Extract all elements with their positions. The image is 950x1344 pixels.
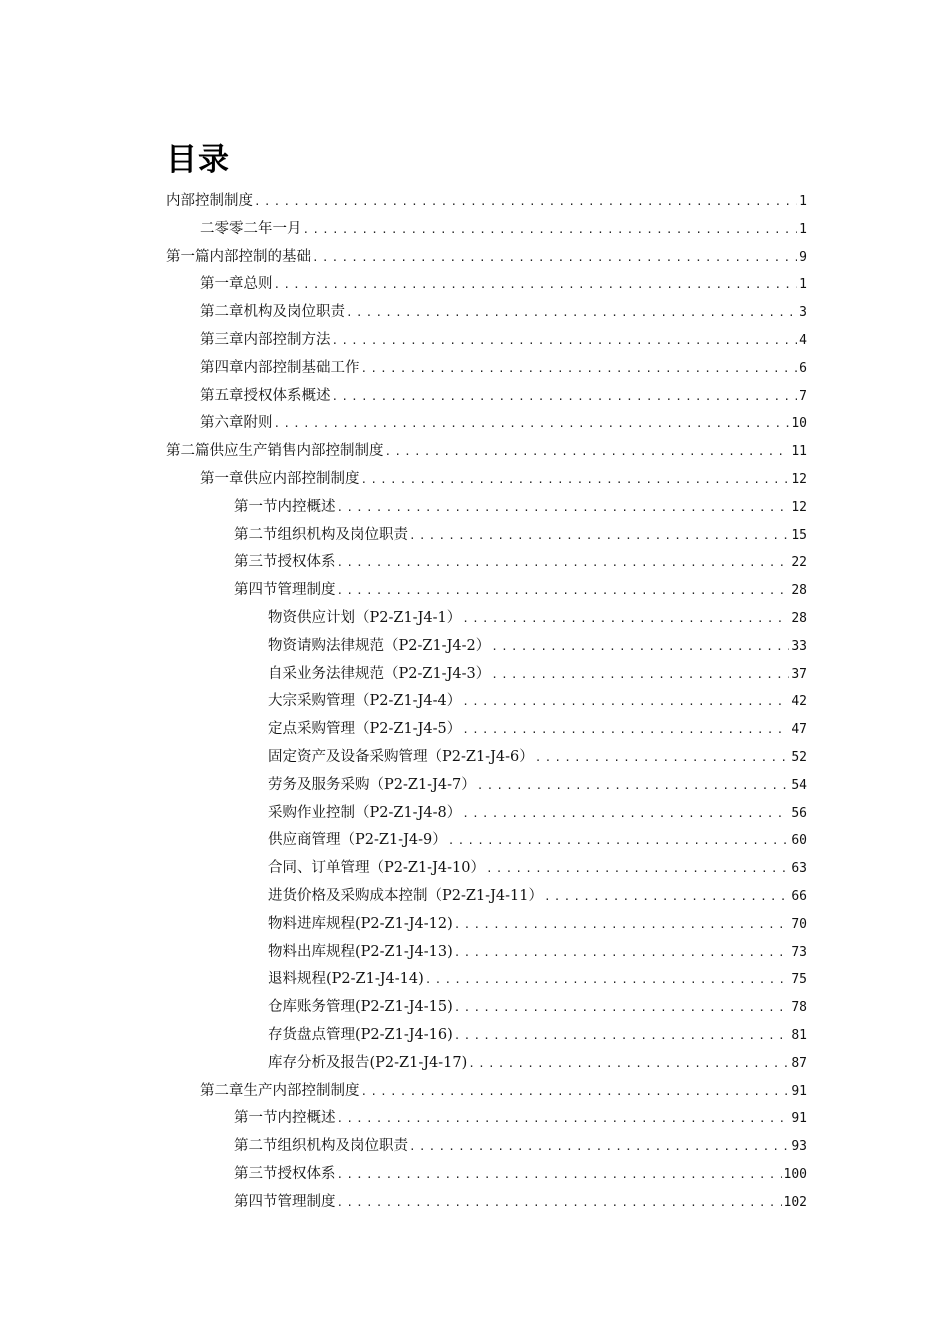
toc-page-number: 91 <box>791 1111 807 1127</box>
toc-entry[interactable] <box>166 271 807 299</box>
toc-dot-leader <box>454 994 790 1022</box>
toc-dot-leader <box>361 355 798 383</box>
toc-entry[interactable] <box>166 577 807 605</box>
toc-page-number: 63 <box>791 861 807 877</box>
toc-dot-leader <box>385 438 790 466</box>
toc-dot-leader <box>486 855 789 883</box>
toc-entry-title: 采购作业控制（P2-Z1-J4-8） <box>268 804 462 821</box>
toc-entry-title: 物料进库规程(P2-Z1-J4-12) <box>268 915 453 932</box>
toc-entry[interactable] <box>166 1050 807 1078</box>
toc-page-number: 28 <box>791 610 807 626</box>
toc-entry[interactable] <box>166 772 807 800</box>
toc-entry-title: 第一篇内部控制的基础 <box>166 248 311 265</box>
toc-entry[interactable] <box>166 299 807 327</box>
toc-entry-title: 合同、订单管理（P2-Z1-J4-10） <box>268 860 485 877</box>
toc-entry[interactable] <box>166 1161 807 1189</box>
toc-entry[interactable] <box>166 827 807 855</box>
toc-entry-title: 大宗采购管理（P2-Z1-J4-4） <box>268 693 462 710</box>
toc-page-number: 33 <box>791 638 807 654</box>
toc-entry-title: 第一章供应内部控制制度 <box>200 470 360 487</box>
toc-entry-title: 第二节组织机构及岗位职责 <box>234 1138 408 1155</box>
toc-dot-leader <box>332 383 798 411</box>
toc-entry[interactable] <box>166 1078 807 1106</box>
toc-entry-title: 第五章授权体系概述 <box>200 387 331 404</box>
toc-page-number: 4 <box>799 332 807 348</box>
toc-dot-leader <box>361 1078 790 1106</box>
toc-page-number: 60 <box>791 833 807 849</box>
toc-page-number: 100 <box>783 1166 807 1182</box>
toc-entry-title: 第一章总则 <box>200 276 273 293</box>
toc-dot-leader <box>303 216 798 244</box>
page-title: 目录 <box>166 142 230 178</box>
toc-page-number: 54 <box>791 777 807 793</box>
toc-entry[interactable] <box>166 688 807 716</box>
toc-entry[interactable] <box>166 410 807 438</box>
toc-dot-leader <box>462 800 789 828</box>
toc-dot-leader <box>468 1050 789 1078</box>
toc-dot-leader <box>337 1105 790 1133</box>
toc-entry[interactable] <box>166 1133 807 1161</box>
toc-page-number: 75 <box>791 972 807 988</box>
toc-entry[interactable] <box>166 883 807 911</box>
toc-page-number: 91 <box>791 1083 807 1099</box>
toc-dot-leader <box>491 633 789 661</box>
toc-entry-title: 第四节管理制度 <box>234 582 336 599</box>
toc-dot-leader <box>448 827 790 855</box>
toc-page-number: 52 <box>791 749 807 765</box>
toc-entry[interactable] <box>166 716 807 744</box>
toc-entry[interactable] <box>166 1105 807 1133</box>
toc-page-number: 87 <box>791 1055 807 1071</box>
toc-entry[interactable] <box>166 438 807 466</box>
toc-page-number: 12 <box>791 499 807 515</box>
toc-dot-leader <box>462 688 789 716</box>
toc-dot-leader <box>454 911 790 939</box>
toc-entry[interactable] <box>166 661 807 689</box>
toc-dot-leader <box>254 188 797 216</box>
toc-page-number: 28 <box>791 583 807 599</box>
toc-entry[interactable] <box>166 605 807 633</box>
toc-dot-leader <box>337 577 790 605</box>
toc-page-number: 10 <box>791 416 807 432</box>
toc-entry-title: 内部控制制度 <box>166 193 253 209</box>
toc-entry[interactable] <box>166 383 807 411</box>
toc-entry-title: 第一节内控概述 <box>234 1110 336 1127</box>
toc-page-number: 102 <box>783 1194 807 1210</box>
toc-page-number: 42 <box>791 694 807 710</box>
toc-page-number: 22 <box>791 555 807 571</box>
toc-dot-leader <box>337 549 790 577</box>
toc-entry[interactable] <box>166 466 807 494</box>
toc-dot-leader <box>337 1189 782 1217</box>
toc-entry[interactable] <box>166 549 807 577</box>
toc-entry[interactable] <box>166 855 807 883</box>
toc-entry-title: 进货价格及采购成本控制（P2-Z1-J4-11） <box>268 887 543 904</box>
toc-dot-leader <box>491 661 789 689</box>
toc-entry-title: 固定资产及设备采购管理（P2-Z1-J4-6） <box>268 748 534 765</box>
toc-page-number: 1 <box>799 221 807 237</box>
toc-entry-title: 二零零二年一月 <box>200 220 302 237</box>
toc-entry[interactable] <box>166 188 807 216</box>
toc-entry-title: 物料出库规程(P2-Z1-J4-13) <box>268 943 453 960</box>
toc-dot-leader <box>409 1133 789 1161</box>
toc-entry[interactable] <box>166 216 807 244</box>
toc-entry-title: 第二章生产内部控制制度 <box>200 1082 360 1099</box>
toc-page-number: 15 <box>791 527 807 543</box>
toc-entry[interactable] <box>166 327 807 355</box>
toc-entry-title: 第一节内控概述 <box>234 498 336 515</box>
toc-entry-title: 第二篇供应生产销售内部控制制度 <box>166 443 384 460</box>
toc-entry-title: 第三节授权体系 <box>234 1165 336 1182</box>
toc-entry[interactable] <box>166 355 807 383</box>
toc-entry-title: 库存分析及报告(P2-Z1-J4-17) <box>268 1054 468 1071</box>
toc-dot-leader <box>544 883 789 911</box>
toc-entry[interactable] <box>166 1022 807 1050</box>
toc-page-number: 73 <box>791 944 807 960</box>
toc-entry-title: 仓库账务管理(P2-Z1-J4-15) <box>268 999 453 1016</box>
toc-dot-leader <box>477 772 790 800</box>
toc-page-number: 66 <box>791 888 807 904</box>
toc-dot-leader <box>337 1161 782 1189</box>
toc-entry-title: 自采业务法律规范（P2-Z1-J4-3） <box>268 665 491 682</box>
toc-entry-title: 物资请购法律规范（P2-Z1-J4-2） <box>268 637 491 654</box>
toc-entry[interactable] <box>166 522 807 550</box>
toc-entry[interactable] <box>166 744 807 772</box>
toc-page-number: 11 <box>791 444 807 460</box>
toc-page-number: 9 <box>799 249 807 265</box>
toc-page-number: 81 <box>791 1027 807 1043</box>
toc-page-number: 37 <box>791 666 807 682</box>
toc-entry-title: 第四节管理制度 <box>234 1193 336 1210</box>
toc-entry[interactable] <box>166 800 807 828</box>
toc-dot-leader <box>462 605 789 633</box>
toc-page-number: 7 <box>799 388 807 404</box>
toc-dot-leader <box>332 327 798 355</box>
toc-entry-title: 退料规程(P2-Z1-J4-14) <box>268 971 424 988</box>
toc-entry[interactable] <box>166 966 807 994</box>
toc-dot-leader <box>274 410 790 438</box>
toc-page-number: 93 <box>791 1139 807 1155</box>
toc-entry-title: 第二节组织机构及岗位职责 <box>234 526 408 543</box>
toc-dot-leader <box>425 966 790 994</box>
toc-page-number: 70 <box>791 916 807 932</box>
toc-entry-title: 供应商管理（P2-Z1-J4-9） <box>268 832 447 849</box>
toc-entry[interactable] <box>166 633 807 661</box>
toc-entry[interactable] <box>166 939 807 967</box>
toc-entry[interactable] <box>166 994 807 1022</box>
toc-dot-leader <box>535 744 790 772</box>
toc-entry-title: 物资供应计划（P2-Z1-J4-1） <box>268 609 462 626</box>
toc-entry-title: 存货盘点管理(P2-Z1-J4-16) <box>268 1026 453 1043</box>
toc-entry-title: 第二章机构及岗位职责 <box>200 304 345 321</box>
toc-dot-leader <box>409 522 789 550</box>
toc-page-number: 56 <box>791 805 807 821</box>
toc-page-number: 12 <box>791 471 807 487</box>
toc-dot-leader <box>337 494 790 522</box>
toc-dot-leader <box>454 1022 790 1050</box>
toc-entry-title: 第三节授权体系 <box>234 554 336 571</box>
table-of-contents <box>166 188 807 1216</box>
toc-dot-leader <box>312 244 797 272</box>
toc-entry-title: 劳务及服务采购（P2-Z1-J4-7） <box>268 776 476 793</box>
toc-entry-title: 第四章内部控制基础工作 <box>200 359 360 376</box>
toc-entry-title: 第六章附则 <box>200 415 273 432</box>
toc-entry[interactable] <box>166 244 807 272</box>
toc-page-number: 6 <box>799 360 807 376</box>
toc-entry-title: 第三章内部控制方法 <box>200 331 331 348</box>
toc-entry[interactable] <box>166 1189 807 1217</box>
toc-entry[interactable] <box>166 494 807 522</box>
toc-dot-leader <box>274 271 798 299</box>
toc-dot-leader <box>462 716 789 744</box>
toc-entry[interactable] <box>166 911 807 939</box>
toc-dot-leader <box>361 466 790 494</box>
toc-page-number: 47 <box>791 722 807 738</box>
toc-page-number: 1 <box>799 277 807 293</box>
toc-page-number: 78 <box>791 1000 807 1016</box>
toc-page-number: 3 <box>799 305 807 321</box>
toc-page-number: 1 <box>799 194 807 209</box>
toc-dot-leader <box>454 939 790 967</box>
toc-entry-title: 定点采购管理（P2-Z1-J4-5） <box>268 721 462 738</box>
toc-dot-leader <box>346 299 797 327</box>
